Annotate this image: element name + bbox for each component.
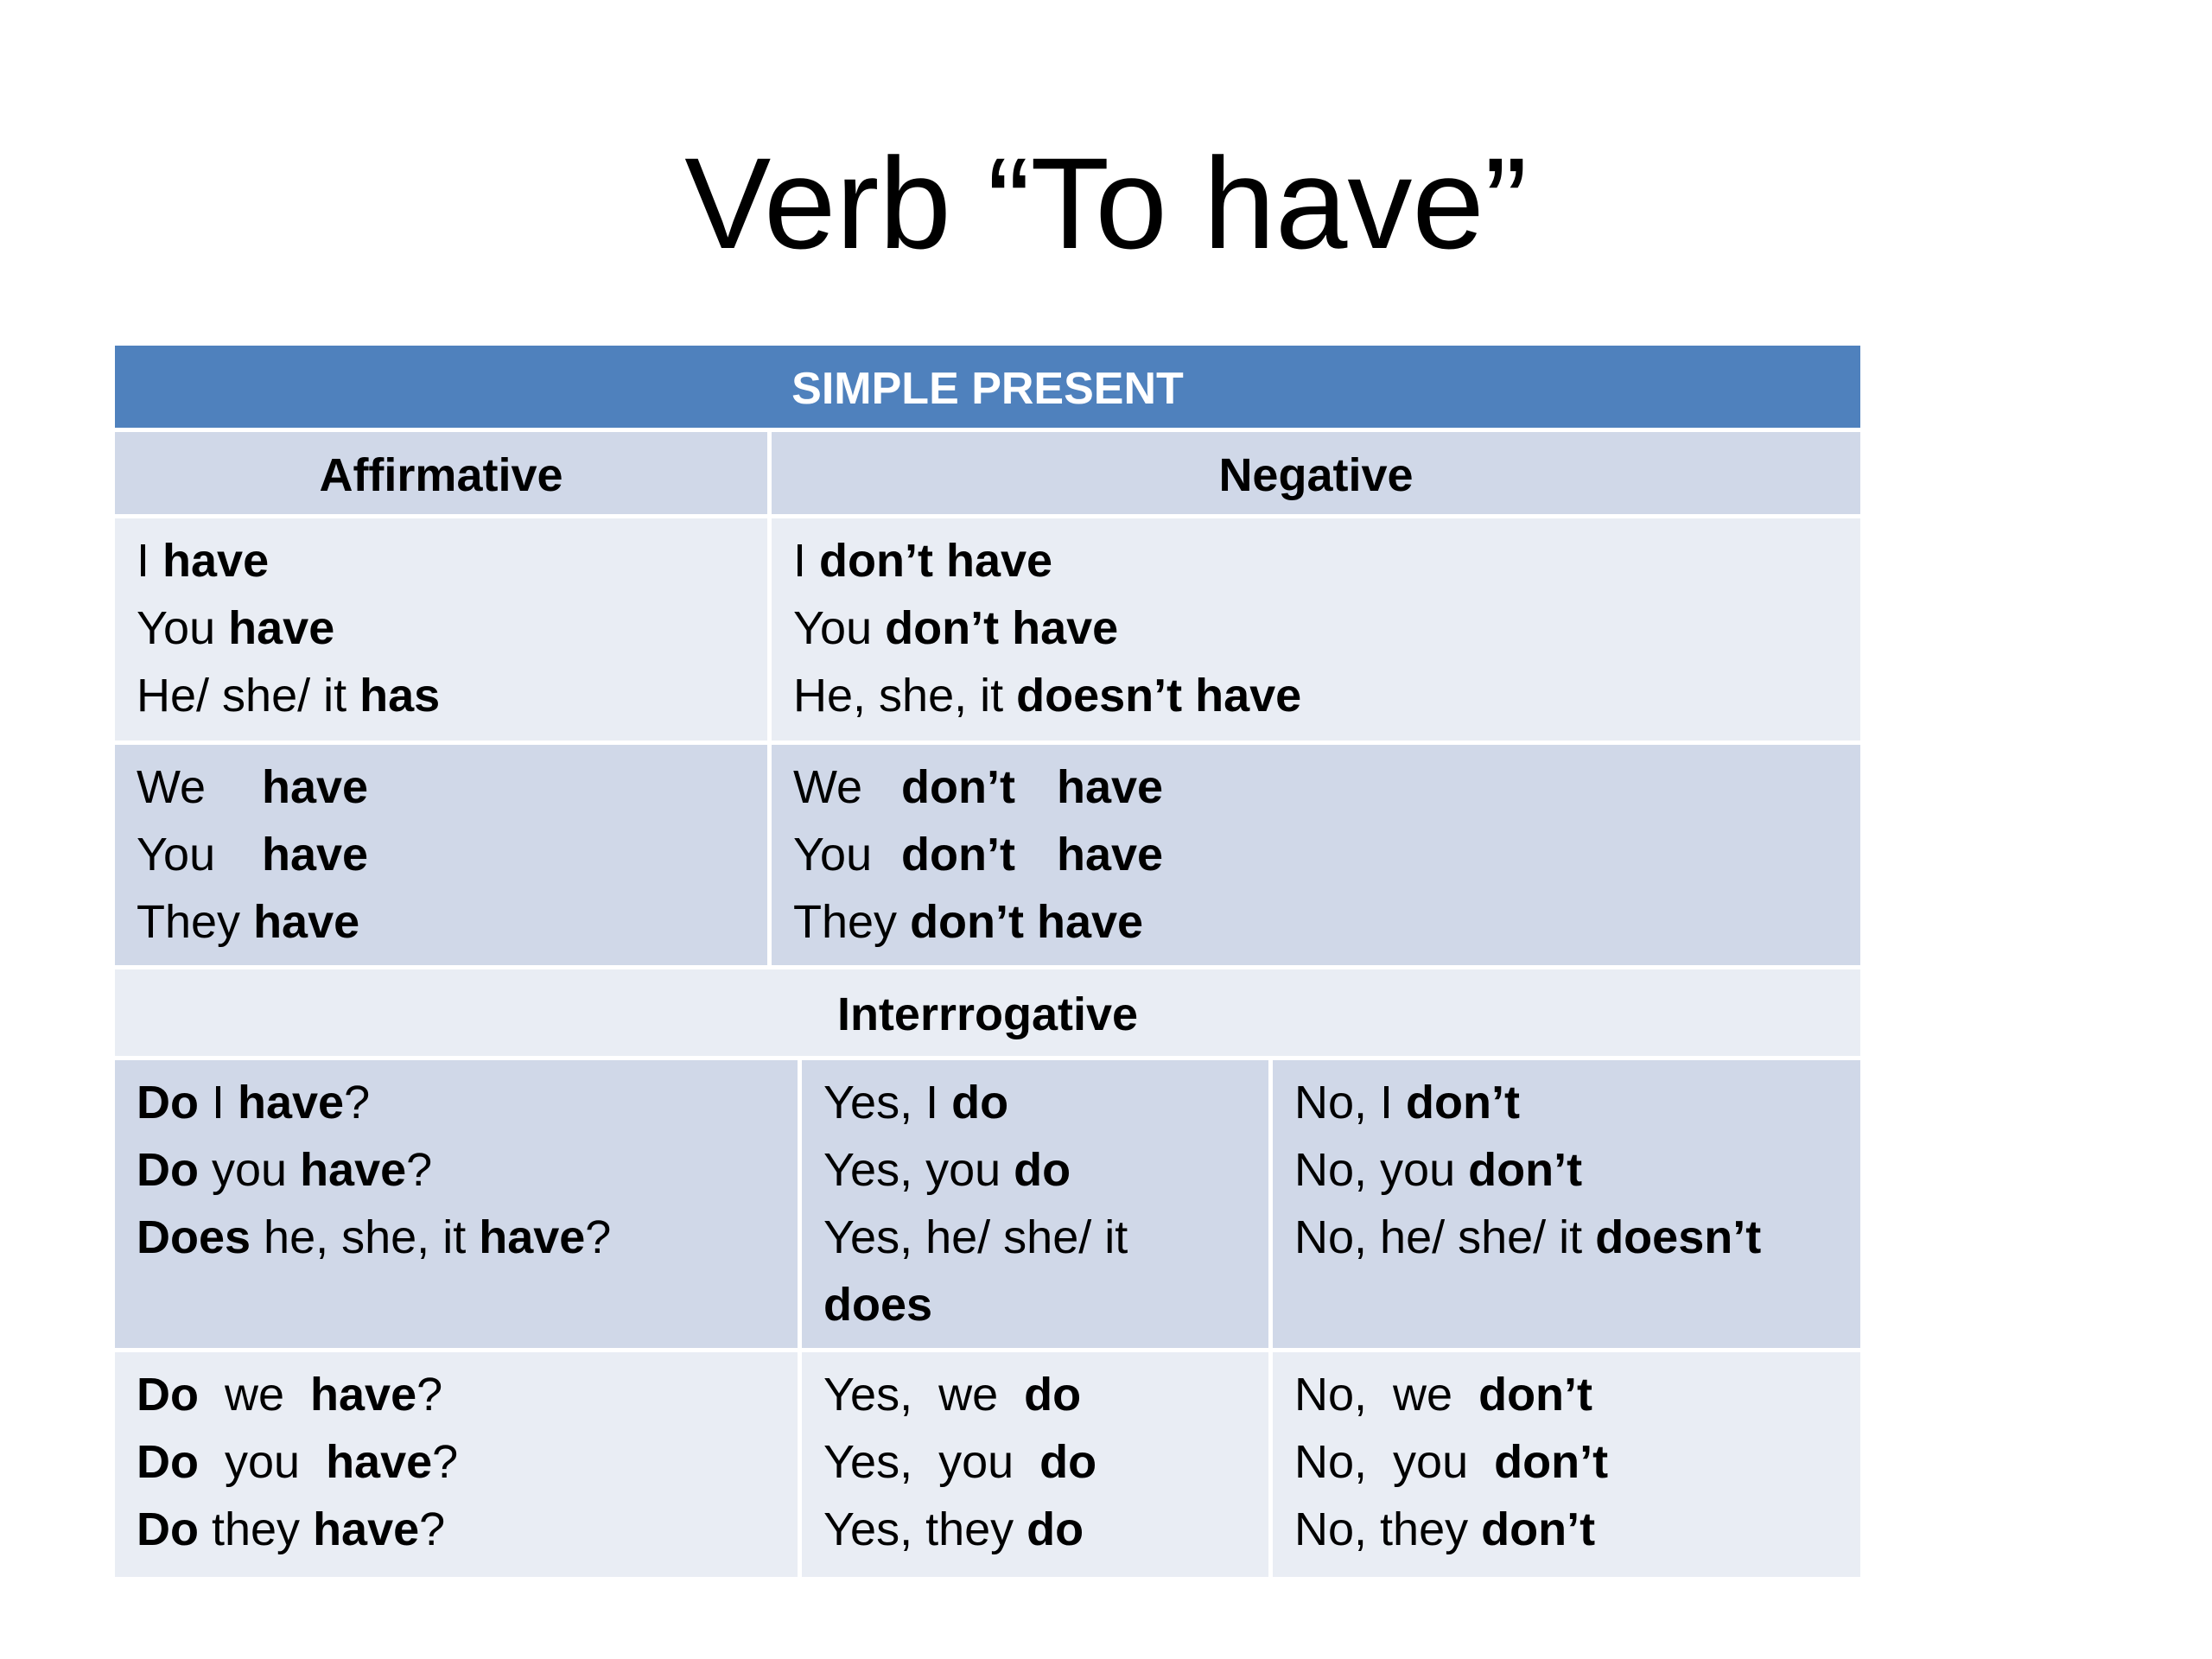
list-item <box>137 1428 776 1496</box>
answer-text: No, we <box>1294 1369 1479 1421</box>
auxiliary-text: Does <box>137 1211 251 1263</box>
subject-text: They <box>793 896 911 948</box>
question-mark: ? <box>416 1369 443 1421</box>
answer-text: No, they <box>1294 1503 1482 1555</box>
subject-text: I <box>137 535 163 587</box>
list-item <box>1294 1204 1839 1271</box>
table-row-interrogative-plural <box>115 1352 1860 1577</box>
verb-text: have <box>238 1077 345 1128</box>
verb-text: have <box>1057 761 1164 813</box>
verb-text: do <box>951 1077 1009 1128</box>
verb-text: does <box>823 1279 933 1331</box>
banner-title: SIMPLE PRESENT <box>791 364 1184 414</box>
verb-text: don’t <box>1494 1436 1609 1488</box>
list-item <box>793 594 1839 662</box>
auxiliary-text: Do <box>137 1144 199 1196</box>
question-mark: ? <box>419 1503 446 1555</box>
question-mark: ? <box>432 1436 459 1488</box>
list-item <box>793 662 1839 729</box>
verb-text: have <box>162 535 270 587</box>
table-row-interrogative-singular <box>115 1060 1860 1352</box>
list-item <box>793 821 1839 888</box>
short-answer-yes-singular-cell <box>798 1060 1268 1348</box>
question-mark: ? <box>406 1144 433 1196</box>
verb-text: have <box>310 1369 417 1421</box>
verb-text: doesn’t have <box>1016 670 1302 721</box>
conjugation-table <box>115 346 1860 1577</box>
answer-text: Yes, I <box>823 1077 952 1128</box>
verb-text: don’t <box>1481 1503 1596 1555</box>
list-item <box>137 1496 776 1563</box>
verb-text: do <box>1024 1369 1082 1421</box>
list-item <box>137 527 746 594</box>
auxiliary-text: Do <box>137 1503 199 1555</box>
verb-text: have <box>479 1211 586 1263</box>
affirmative-header: Affirmative <box>319 449 563 501</box>
answer-text: No, you <box>1294 1436 1495 1488</box>
subject-text: we <box>198 1369 311 1421</box>
verb-text: have <box>1057 829 1164 880</box>
subject-text: You <box>137 829 216 880</box>
question-plural-cell <box>115 1352 798 1577</box>
subject-text: He, she, it <box>793 670 1017 721</box>
subject-text: you <box>198 1436 327 1488</box>
question-mark: ? <box>585 1211 612 1263</box>
list-item <box>137 594 746 662</box>
verb-text: don’t <box>1406 1077 1520 1128</box>
list-item <box>823 1204 1247 1338</box>
subject-text: You <box>793 829 873 880</box>
answer-text: No, I <box>1294 1077 1407 1128</box>
list-item <box>793 527 1839 594</box>
list-item <box>137 1204 776 1271</box>
answer-text: No, you <box>1294 1144 1469 1196</box>
short-answer-no-plural-cell <box>1268 1352 1860 1577</box>
list-item <box>1294 1069 1839 1136</box>
interrogative-header: Interrrogative <box>836 988 1139 1040</box>
list-item <box>137 753 746 821</box>
verb-text: has <box>359 670 441 721</box>
negative-singular-cell <box>767 518 1860 741</box>
short-answer-yes-plural-cell <box>798 1352 1268 1577</box>
subject-text: You <box>793 602 886 654</box>
subject-text: I <box>793 535 820 587</box>
subject-text: We <box>137 761 207 813</box>
verb-text: don’t <box>1468 1144 1583 1196</box>
subject-text: We <box>793 761 863 813</box>
auxiliary-text: Do <box>137 1436 199 1488</box>
negative-header: Negative <box>767 432 1860 514</box>
list-item <box>1294 1136 1839 1204</box>
verb-text: have <box>326 1436 433 1488</box>
affirmative-singular-cell <box>115 518 767 741</box>
verb-text: have <box>300 1144 407 1196</box>
list-item <box>793 753 1839 821</box>
verb-text: have <box>262 761 369 813</box>
verb-text: do <box>1014 1144 1071 1196</box>
list-item <box>793 888 1839 956</box>
subject-text: he, she, it <box>251 1211 480 1263</box>
page-title: Verb “To have” <box>684 130 1528 276</box>
verb-text: have <box>313 1503 420 1555</box>
answer-text: Yes, you <box>823 1436 1040 1488</box>
answer-text: Yes, they <box>823 1503 1027 1555</box>
list-item <box>823 1496 1247 1563</box>
verb-text: doesn’t <box>1595 1211 1762 1263</box>
auxiliary-text: Do <box>137 1369 199 1421</box>
verb-text: don’t have <box>885 602 1119 654</box>
question-mark: ? <box>344 1077 371 1128</box>
subject-text: They <box>137 896 254 948</box>
affirmative-plural-cell <box>115 745 767 965</box>
table-banner-row <box>115 346 1860 432</box>
list-item <box>1294 1496 1839 1563</box>
auxiliary-text: Do <box>137 1077 199 1128</box>
subject-text: you <box>198 1144 301 1196</box>
verb-text: do <box>1039 1436 1097 1488</box>
list-item <box>137 888 746 956</box>
answer-text: No, he/ she/ it <box>1294 1211 1596 1263</box>
auxiliary-text: don’t <box>901 829 1015 880</box>
list-item <box>823 1361 1247 1428</box>
short-answer-no-singular-cell <box>1268 1060 1860 1348</box>
answer-text: Yes, you <box>823 1144 1014 1196</box>
interrogative-header-row <box>115 969 1860 1060</box>
subject-text: they <box>198 1503 314 1555</box>
table-row-plural <box>115 745 1860 969</box>
verb-text: have <box>228 602 335 654</box>
list-item <box>823 1136 1247 1204</box>
answer-text: Yes, we <box>823 1369 1025 1421</box>
list-item <box>1294 1428 1839 1496</box>
list-item <box>137 1136 776 1204</box>
list-item <box>137 1361 776 1428</box>
list-item <box>137 662 746 729</box>
verb-text: have <box>253 896 360 948</box>
verb-text: don’t have <box>819 535 1053 587</box>
list-item <box>823 1428 1247 1496</box>
verb-text: have <box>262 829 369 880</box>
table-row-singular <box>115 518 1860 745</box>
header-row <box>115 432 1860 518</box>
question-singular-cell <box>115 1060 798 1348</box>
verb-text: do <box>1027 1503 1084 1555</box>
list-item <box>137 1069 776 1136</box>
subject-text: He/ she/ it <box>137 670 360 721</box>
auxiliary-text: don’t <box>901 761 1015 813</box>
list-item <box>823 1069 1247 1136</box>
list-item <box>1294 1361 1839 1428</box>
negative-plural-cell <box>767 745 1860 965</box>
subject-text: I <box>198 1077 238 1128</box>
verb-text: don’t <box>1478 1369 1593 1421</box>
subject-text: You <box>137 602 229 654</box>
verb-text: don’t have <box>910 896 1144 948</box>
list-item <box>137 821 746 888</box>
answer-text: Yes, he/ she/ it <box>823 1211 1128 1263</box>
